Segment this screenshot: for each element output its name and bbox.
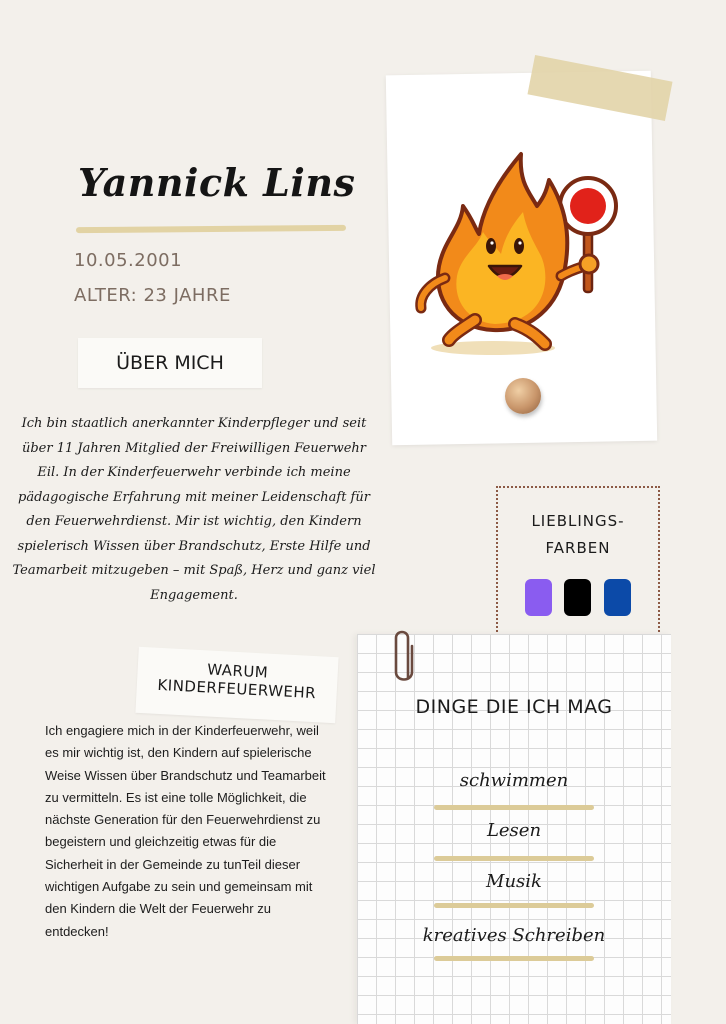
like-underline [434, 956, 594, 961]
likes-title: DINGE DIE ICH MAG [415, 696, 613, 718]
why-heading-line1: WARUM [206, 660, 269, 682]
like-item: schwimmen [459, 770, 569, 791]
color-swatch-purple [525, 579, 552, 616]
about-heading [78, 338, 262, 388]
pin-icon [505, 378, 541, 414]
age: ALTER: 23 JAHRE [74, 285, 231, 306]
birthdate: 10.05.2001 [74, 250, 183, 271]
paperclip-icon [388, 626, 418, 686]
color-swatch-blue [604, 579, 631, 616]
color-swatch-black [564, 579, 591, 616]
why-heading-line2: KINDERFEUERWEHR [157, 675, 317, 703]
favorite-colors-title [500, 508, 656, 562]
favorite-colors-title-line1: LIEBLINGS- [531, 512, 625, 530]
like-underline [434, 856, 594, 861]
like-item: Lesen [486, 820, 542, 841]
like-underline [434, 805, 594, 810]
why-heading [135, 647, 338, 723]
name-underline [76, 225, 346, 233]
flame-mascot-icon [405, 148, 635, 363]
favorite-colors-title-line2: FARBEN [545, 539, 611, 557]
about-heading-text: ÜBER MICH [116, 352, 224, 374]
like-item: Musik [486, 871, 542, 892]
about-text: Ich bin staatlich anerkannter Kinderpfleger und seit über 11 Jahren Mitglied der Freiwilligen Feuerwehr Eil. In der Kinderfeuerwehr verbinde ich meine pädagogische Erfahrung mit meiner Leidenschaft für den Feuerwehrdienst. Mir ist wichtig, den Kindern spielerisch Wissen über Brandschutz, Erste Hilfe und Teamarbeit mitzugeben – mit Spaß, Herz und ganz viel Engagement. [12, 416, 376, 603]
why-text: Ich engagiere mich in der Kinderfeuerwehr, weil es mir wichtig ist, den Kindern auf spielerische Weise Wissen über Brandschutz und Teamarbeit zu vermitteln. Es ist eine tolle Möglichkeit, die nächste Generation für den Feuerwehrdienst zu begeistern und gleichzeitig etwas für die Sicherheit in der Gemeinde zu tunTeil dieser wichtigen Aufgabe zu sein und gemeinsam mit den Kindern die Welt der Feuerwehr zu entdecken! [45, 723, 326, 939]
like-item: kreatives Schreiben [422, 925, 606, 946]
profile-name: Yannick Lins [78, 160, 356, 205]
like-underline [434, 903, 594, 908]
